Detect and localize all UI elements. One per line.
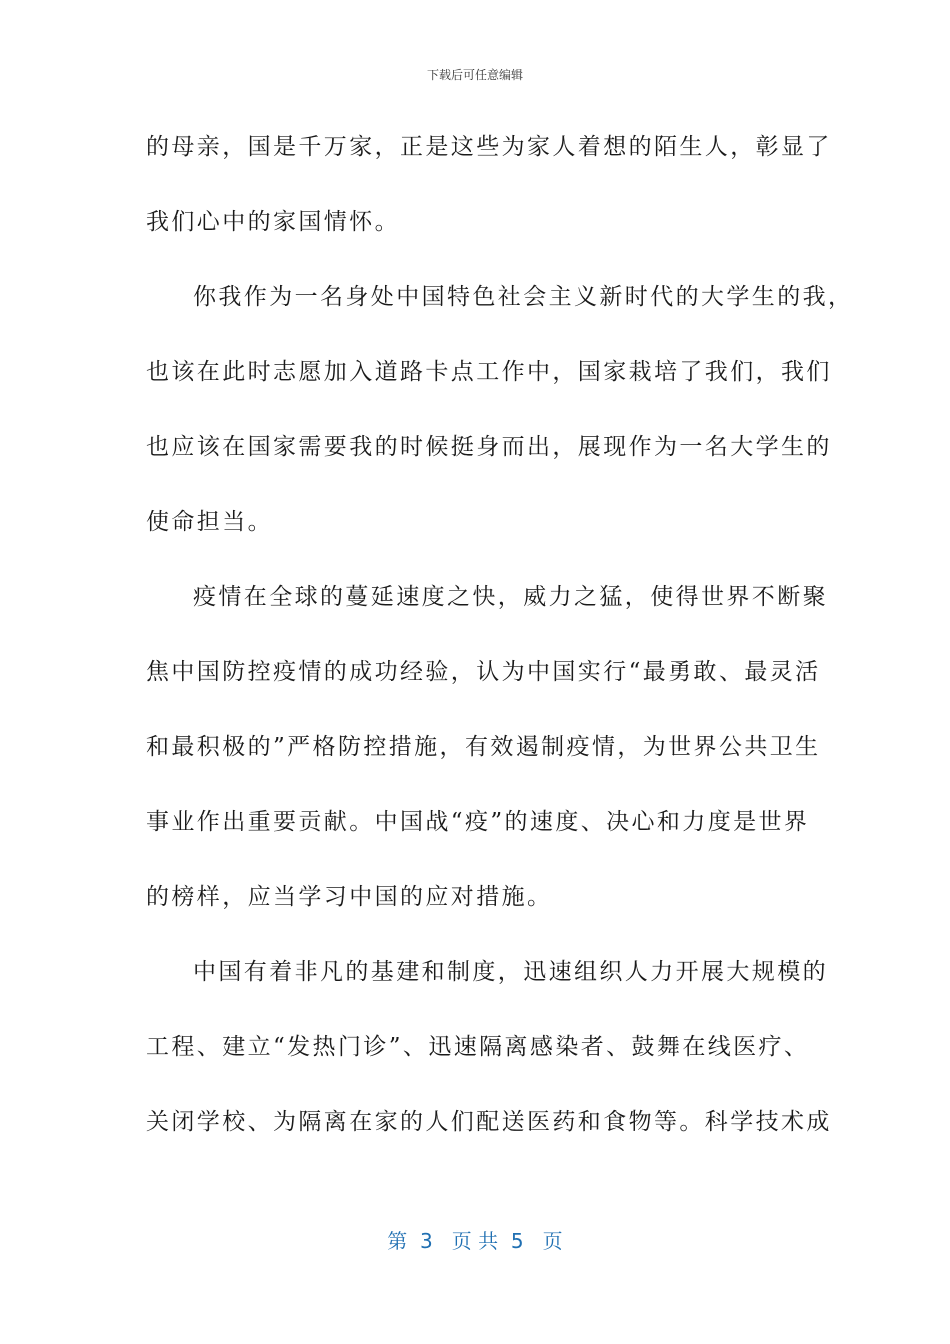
paragraph-start-line: 中国有着非凡的基建和制度，迅速组织人力开展大规模的 [193,959,828,985]
body-line: 和最积极的”严格防控措施，有效遏制疫情，为世界公共卫生 [146,734,821,760]
body-line: 我们心中的家国情怀。 [146,209,400,235]
body-line: 使命担当。 [146,509,273,535]
paragraph-start-line: 疫情在全球的蔓延速度之快，威力之猛，使得世界不断聚 [193,584,828,610]
body-line: 事业作出重要贡献。中国战“疫”的速度、决心和力度是世界 [146,809,810,835]
paragraph-start-line: 你我作为一名身处中国特色社会主义新时代的大学生的我， [193,284,854,310]
body-line: 也应该在国家需要我的时候挺身而出，展现作为一名大学生的 [146,434,832,460]
body-line: 关闭学校、为隔离在家的人们配送医药和食物等。科学技术成 [146,1109,832,1135]
body-line: 焦中国防控疫情的成功经验，认为中国实行“最勇敢、最灵活 [146,659,821,685]
body-line: 的母亲，国是千万家，正是这些为家人着想的陌生人，彰显了 [146,134,832,160]
body-line: 工程、建立“发热门诊”、迅速隔离感染者、鼓舞在线医疗、 [146,1034,810,1060]
page-number-footer: 第 3 页 共 5 页 [387,1229,563,1253]
body-line: 也该在此时志愿加入道路卡点工作中，国家栽培了我们，我们 [146,359,832,385]
body-line: 的榜样，应当学习中国的应对措施。 [146,884,553,910]
page-header: 下载后可任意编辑 [426,68,523,82]
